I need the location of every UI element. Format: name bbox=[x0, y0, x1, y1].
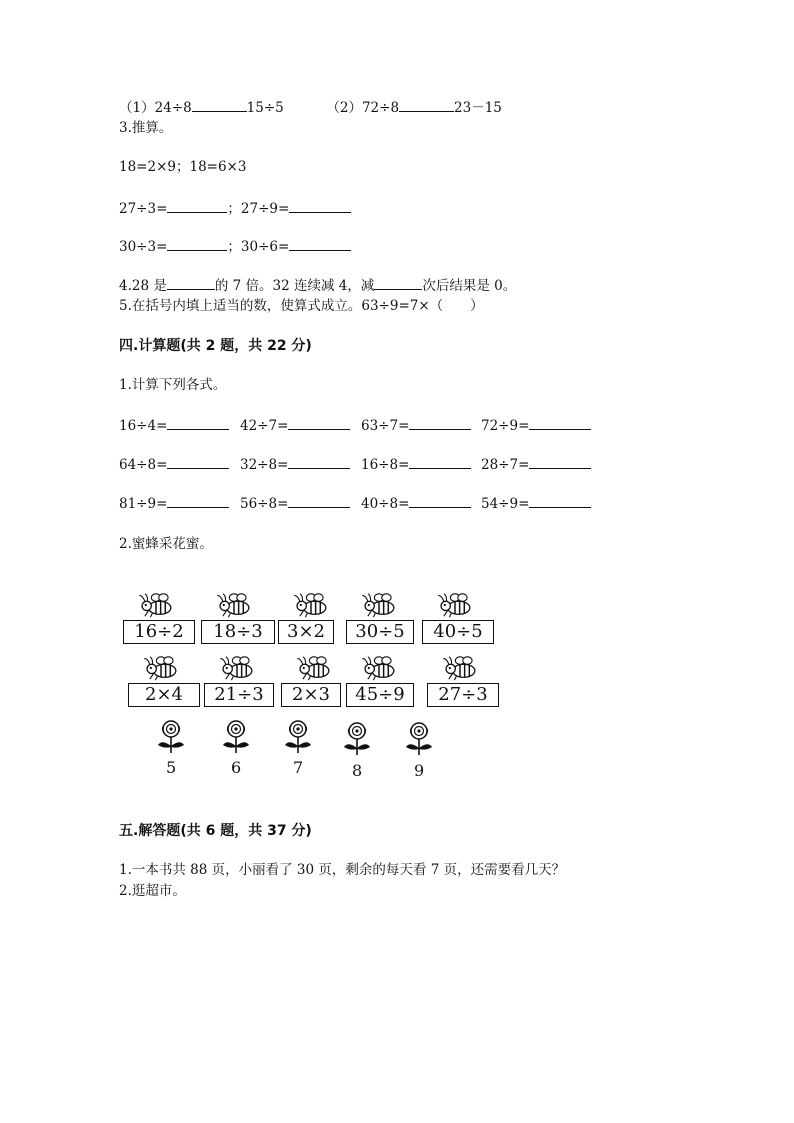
bee-expression: 3×2 bbox=[278, 620, 334, 644]
bee-expression: 30÷5 bbox=[346, 620, 414, 644]
bee-icon bbox=[292, 592, 330, 618]
bee-card[interactable] bbox=[427, 655, 503, 709]
answer-blank[interactable] bbox=[192, 98, 247, 112]
answer-blank[interactable] bbox=[529, 494, 591, 508]
bee-icon bbox=[142, 655, 180, 681]
q4 bbox=[119, 276, 516, 295]
answer-blank[interactable] bbox=[167, 199, 227, 213]
bee-expression: 2×4 bbox=[128, 683, 200, 707]
q3-row2-expr-b: 30÷6= bbox=[240, 239, 290, 255]
q5: 5.在括号内填上适当的数，使算式成立。63÷9=7×（ ） bbox=[119, 298, 484, 314]
bee-card[interactable] bbox=[201, 592, 277, 646]
calc-item bbox=[119, 455, 229, 473]
compare-part2-rhs: 23－15 bbox=[454, 100, 502, 116]
answer-blank[interactable] bbox=[167, 276, 215, 290]
compare-part1-rhs: 15÷5 bbox=[246, 100, 284, 116]
compare-part2: （2）72÷8 bbox=[326, 100, 400, 116]
calc-expression: 32÷8= bbox=[240, 457, 289, 473]
calc-expression: 54÷9= bbox=[481, 496, 530, 512]
bee-icon bbox=[360, 592, 398, 618]
bee-expression: 27÷3 bbox=[427, 683, 499, 707]
flower-number: 7 bbox=[293, 758, 304, 777]
separator: ； bbox=[227, 201, 241, 217]
answer-blank[interactable] bbox=[167, 237, 227, 251]
answer-blank[interactable] bbox=[409, 455, 471, 469]
bee-card[interactable] bbox=[128, 655, 204, 709]
flower-icon[interactable] bbox=[219, 719, 253, 755]
flower-number: 9 bbox=[414, 761, 425, 780]
bee-card[interactable] bbox=[123, 592, 199, 646]
bee-icon bbox=[137, 592, 175, 618]
section5-q1: 1.一本书共 88 页，小丽看了 30 页，剩余的每天看 7 页，还需要看几天？ bbox=[119, 862, 566, 878]
flower-number: 6 bbox=[231, 758, 242, 777]
answer-blank[interactable] bbox=[288, 494, 350, 508]
calc-expression: 16÷4= bbox=[119, 418, 168, 434]
calc-item bbox=[481, 494, 591, 512]
q3-row2 bbox=[119, 237, 351, 256]
answer-blank[interactable] bbox=[167, 455, 229, 469]
flower-icon[interactable] bbox=[154, 719, 188, 755]
answer-blank[interactable] bbox=[289, 237, 351, 251]
section4-heading: 四.计算题(共 2 题，共 22 分) bbox=[119, 338, 312, 354]
bee-flower-figure bbox=[118, 585, 498, 785]
q3-row1 bbox=[119, 199, 351, 218]
bee-expression: 16÷2 bbox=[123, 620, 195, 644]
answer-blank[interactable] bbox=[409, 494, 471, 508]
answer-blank[interactable] bbox=[288, 455, 350, 469]
q3-row1-expr-a: 27÷3= bbox=[119, 201, 168, 217]
q3-title: 3.推算。 bbox=[119, 120, 173, 136]
q4-part1: 4.28 是 bbox=[119, 278, 167, 294]
calc-item bbox=[119, 416, 229, 434]
calc-expression: 16÷8= bbox=[361, 457, 410, 473]
answer-blank[interactable] bbox=[288, 416, 350, 430]
compare-question bbox=[119, 98, 502, 117]
flower-icon[interactable] bbox=[281, 719, 315, 755]
calc-expression: 81÷9= bbox=[119, 496, 168, 512]
q3-row1-expr-b: 27÷9= bbox=[240, 201, 290, 217]
answer-blank[interactable] bbox=[289, 199, 351, 213]
q3-given: 18=2×9；18=6×3 bbox=[119, 159, 247, 175]
bee-icon bbox=[436, 592, 474, 618]
calc-expression: 40÷8= bbox=[361, 496, 410, 512]
bee-icon bbox=[441, 655, 479, 681]
calc-item bbox=[361, 494, 471, 512]
answer-blank[interactable] bbox=[399, 98, 454, 112]
flower-icon[interactable] bbox=[340, 721, 374, 757]
answer-blank[interactable] bbox=[529, 455, 591, 469]
q4-part2: 的 7 倍。32 连续减 4，减 bbox=[214, 278, 375, 294]
q3-row2-expr-a: 30÷3= bbox=[119, 239, 168, 255]
section5-heading: 五.解答题(共 6 题，共 37 分) bbox=[119, 823, 312, 839]
calc-item bbox=[481, 455, 591, 473]
bee-expression: 21÷3 bbox=[204, 683, 274, 707]
calc-item bbox=[361, 416, 471, 434]
bee-expression: 18÷3 bbox=[201, 620, 275, 644]
answer-blank[interactable] bbox=[167, 494, 229, 508]
flower-icon[interactable] bbox=[402, 721, 436, 757]
bee-card[interactable] bbox=[346, 655, 422, 709]
calc-item bbox=[240, 455, 350, 473]
calc-expression: 42÷7= bbox=[240, 418, 289, 434]
calc-item bbox=[240, 494, 350, 512]
separator: ； bbox=[227, 239, 241, 255]
bee-card[interactable] bbox=[346, 592, 422, 646]
bee-card[interactable] bbox=[204, 655, 280, 709]
section5-q2: 2.逛超市。 bbox=[119, 883, 186, 899]
bee-expression: 40÷5 bbox=[422, 620, 494, 644]
bee-icon bbox=[218, 655, 256, 681]
calc-item bbox=[119, 494, 229, 512]
calc-expression: 63÷7= bbox=[361, 418, 410, 434]
compare-part1: （1）24÷8 bbox=[119, 100, 192, 116]
calc-expression: 28÷7= bbox=[481, 457, 530, 473]
bee-expression: 45÷9 bbox=[346, 683, 414, 707]
answer-blank[interactable] bbox=[374, 276, 422, 290]
bee-card[interactable] bbox=[278, 592, 354, 646]
calc-item bbox=[481, 416, 591, 434]
q4-part3: 次后结果是 0。 bbox=[422, 278, 517, 294]
answer-blank[interactable] bbox=[529, 416, 591, 430]
bee-icon bbox=[360, 655, 398, 681]
flower-number: 5 bbox=[166, 758, 177, 777]
bee-icon bbox=[215, 592, 253, 618]
calc-item bbox=[361, 455, 471, 473]
answer-blank[interactable] bbox=[409, 416, 471, 430]
calc-item bbox=[240, 416, 350, 434]
bee-card[interactable] bbox=[422, 592, 498, 646]
flower-number: 8 bbox=[352, 761, 363, 780]
bee-expression: 2×3 bbox=[281, 683, 341, 707]
section4-q2-title: 2.蜜蜂采花蜜。 bbox=[119, 536, 213, 552]
bee-icon bbox=[295, 655, 333, 681]
calc-expression: 72÷9= bbox=[481, 418, 530, 434]
calc-expression: 64÷8= bbox=[119, 457, 168, 473]
calc-expression: 56÷8= bbox=[240, 496, 289, 512]
answer-blank[interactable] bbox=[167, 416, 229, 430]
section4-q1-title: 1.计算下列各式。 bbox=[119, 377, 227, 393]
